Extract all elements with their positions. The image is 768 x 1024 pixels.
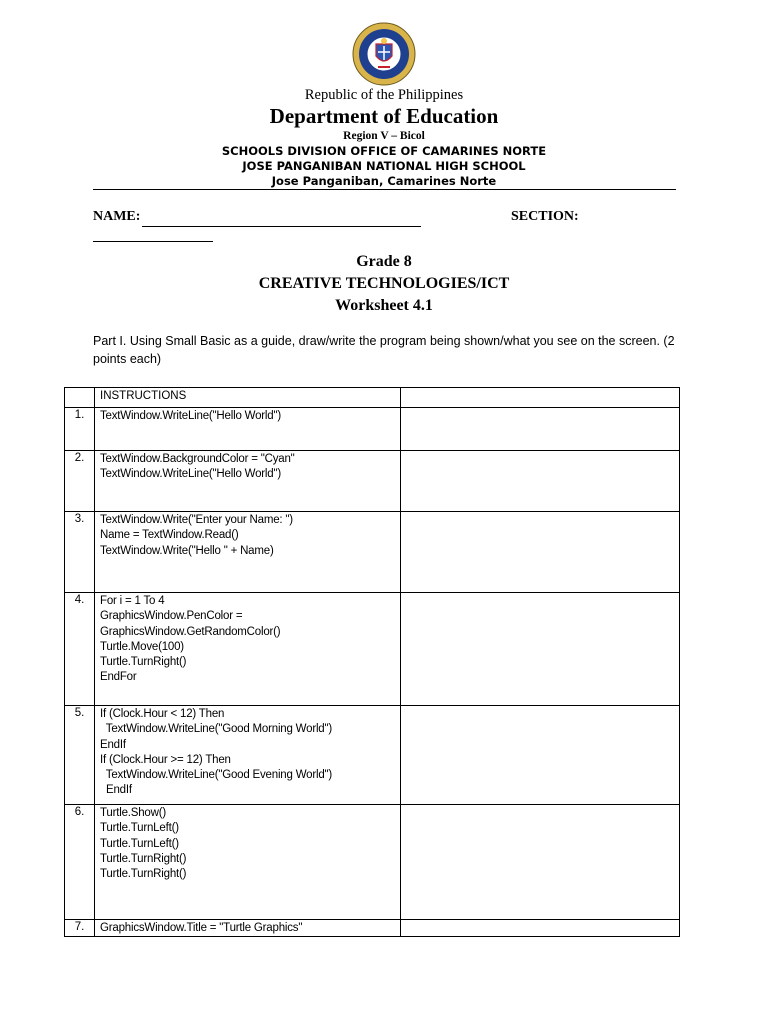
table-row (65, 408, 680, 451)
name-label: NAME: (93, 209, 141, 224)
table-row (65, 512, 680, 593)
item-number: 7. (65, 920, 95, 937)
table-header-row (65, 388, 680, 408)
instruction-code-cell (95, 512, 401, 593)
code-line: TextWindow.WriteLine("Good Morning World") (100, 723, 333, 736)
code-line: Turtle.TurnRight() (100, 868, 187, 881)
code-line: Turtle.Move(100) (100, 640, 184, 653)
worksheet-title: Worksheet 4.1 (335, 297, 433, 314)
code-line: For i = 1 To 4 (100, 595, 165, 607)
table-row (65, 920, 680, 937)
table-row (65, 805, 680, 920)
subject-title: CREATIVE TECHNOLOGIES/ICT (258, 275, 510, 292)
item-number: 1. (65, 408, 95, 451)
instruction-code-cell (95, 706, 401, 805)
code-line: GraphicsWindow.GetRandomColor() (100, 625, 281, 638)
code-line: TextWindow.BackgroundColor = "Cyan" (100, 453, 295, 465)
header-instructions-cell: INSTRUCTIONS (95, 388, 401, 408)
code-line: If (Clock.Hour >= 12) Then (100, 753, 231, 766)
code-line: Turtle.TurnRight() (100, 656, 187, 669)
code-line: Turtle.TurnRight() (100, 852, 187, 865)
answer-cell[interactable] (401, 805, 680, 920)
table-row (65, 451, 680, 512)
instructions-table (64, 387, 680, 937)
code-line: GraphicsWindow.Title = "Turtle Graphics" (100, 922, 303, 934)
code-line: TextWindow.WriteLine("Good Evening World") (100, 769, 333, 782)
school-address: Jose Panganiban, Camarines Norte (271, 174, 497, 188)
code-line: Turtle.TurnLeft() (100, 837, 179, 850)
code-line: EndIf (100, 738, 126, 751)
table-row (65, 593, 680, 706)
deped-seal-logo (347, 22, 421, 86)
code-line: Turtle.TurnLeft() (100, 822, 179, 835)
region-text: Region V – Bicol (343, 130, 425, 142)
code-line: TextWindow.Write("Enter your Name: ") (100, 514, 293, 526)
instruction-code-cell (95, 593, 401, 706)
item-number: 6. (65, 805, 95, 920)
answer-cell[interactable] (401, 920, 680, 937)
answer-cell[interactable] (401, 706, 680, 805)
code-line: TextWindow.Write("Hello " + Name) (100, 544, 274, 557)
code-line: TextWindow.WriteLine("Hello World") (100, 468, 281, 481)
instruction-code-cell (95, 451, 401, 512)
department-title: Department of Education (269, 104, 499, 128)
item-number: 4. (65, 593, 95, 706)
section-label: SECTION: (511, 209, 579, 224)
instruction-code-cell (95, 408, 401, 451)
instruction-code-cell (95, 805, 401, 920)
code-line: EndFor (100, 671, 137, 684)
header-divider (93, 189, 676, 190)
answer-cell[interactable] (401, 451, 680, 512)
code-line: Turtle.Show() (100, 807, 166, 819)
section-blank-line[interactable] (93, 241, 213, 242)
school-name: JOSE PANGANIBAN NATIONAL HIGH SCHOOL (242, 159, 526, 173)
answer-cell[interactable] (401, 408, 680, 451)
instruction-code-cell (95, 920, 401, 937)
name-blank-line[interactable] (142, 226, 421, 227)
item-number: 5. (65, 706, 95, 805)
code-line: If (Clock.Hour < 12) Then (100, 708, 225, 720)
republic-text: Republic of the Philippines (304, 87, 464, 103)
table-row (65, 706, 680, 805)
answer-cell[interactable] (401, 593, 680, 706)
code-line: EndIf (100, 784, 132, 797)
item-number: 3. (65, 512, 95, 593)
code-line: TextWindow.WriteLine("Hello World") (100, 410, 281, 422)
header-num-cell (65, 388, 95, 408)
grade-title: Grade 8 (356, 253, 412, 270)
item-number: 2. (65, 451, 95, 512)
header-answer-cell (401, 388, 680, 408)
answer-cell[interactable] (401, 512, 680, 593)
code-line: Name = TextWindow.Read() (100, 529, 239, 542)
code-line: GraphicsWindow.PenColor = (100, 610, 243, 623)
part-one-instructions: Part I. Using Small Basic as a guide, draw/write the program being shown/what you see on the screen. (2 points each) (93, 334, 675, 366)
division-text: SCHOOLS DIVISION OFFICE OF CAMARINES NORTE (221, 144, 547, 158)
